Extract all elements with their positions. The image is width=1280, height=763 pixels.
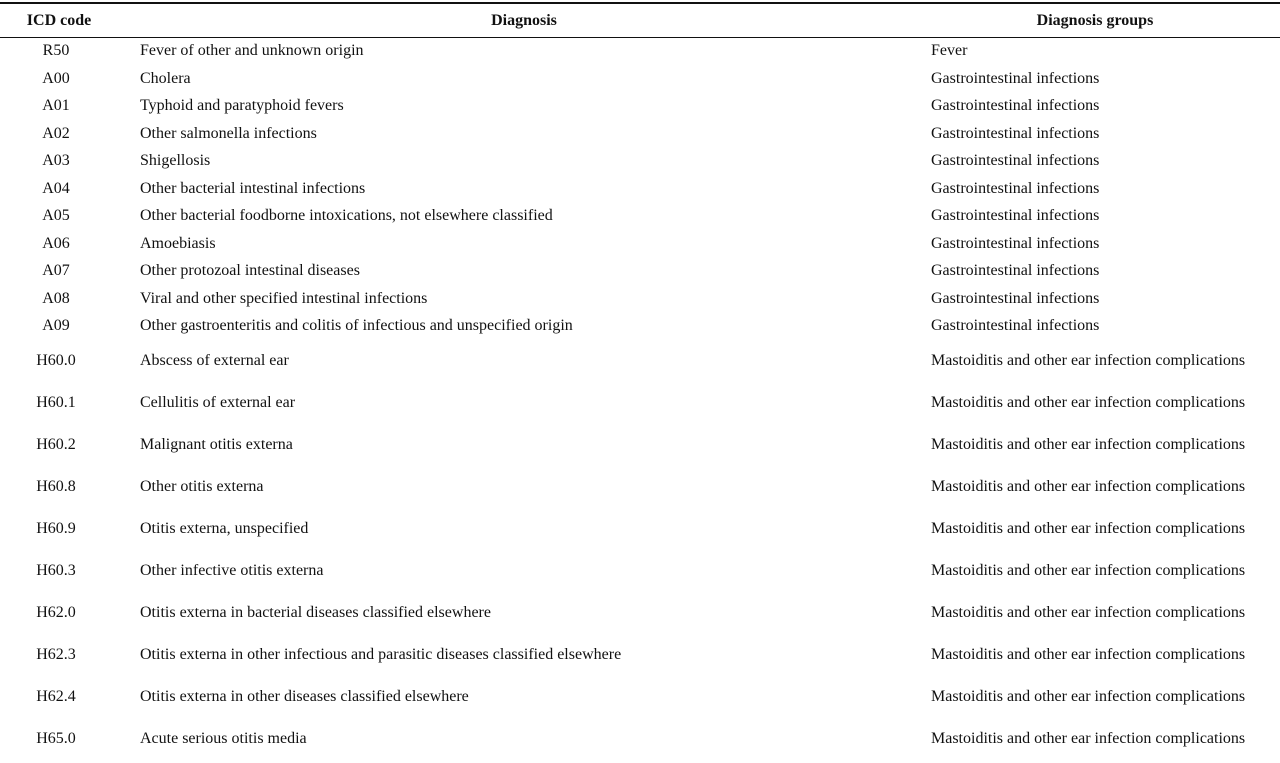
cell-diagnosis: Cellulitis of external ear (140, 393, 296, 411)
cell-diagnosis-group: Gastrointestinal infections (931, 207, 1100, 224)
cell-diagnosis-group: Mastoiditis and other ear infection complications (931, 729, 1246, 747)
cell-icd-code: A08 (42, 289, 70, 307)
cell-icd-code: A03 (42, 152, 70, 169)
cell-diagnosis: Other infective otitis externa (140, 561, 324, 579)
table-row (0, 148, 1280, 176)
table-row (0, 258, 1280, 286)
cell-diagnosis: Otitis externa in bacterial diseases classified elsewhere (140, 603, 491, 621)
table-row (0, 175, 1280, 203)
table-row (0, 93, 1280, 121)
cell-diagnosis-group: Mastoiditis and other ear infection complications (931, 519, 1246, 537)
cell-diagnosis-group: Mastoiditis and other ear infection complications (931, 687, 1246, 705)
cell-diagnosis-group: Fever (931, 42, 968, 60)
table-row (0, 676, 1280, 718)
cell-diagnosis-group: Gastrointestinal infections (931, 234, 1100, 252)
table-row (0, 230, 1280, 258)
cell-icd-code: H60.2 (36, 435, 76, 453)
cell-diagnosis: Otitis externa in other infectious and parasitic diseases classified elsewhere (140, 645, 622, 663)
cell-diagnosis-group: Mastoiditis and other ear infection complications (931, 603, 1246, 621)
cell-diagnosis: Amoebiasis (140, 234, 216, 252)
cell-icd-code: A06 (42, 234, 70, 252)
cell-diagnosis-group: Gastrointestinal infections (931, 289, 1100, 307)
cell-diagnosis-group: Gastrointestinal infections (931, 97, 1100, 114)
cell-diagnosis: Viral and other specified intestinal infections (140, 289, 428, 307)
cell-icd-code: A09 (42, 317, 70, 334)
table-row (0, 466, 1280, 508)
cell-diagnosis-group: Gastrointestinal infections (931, 262, 1100, 279)
table-row (0, 382, 1280, 424)
cell-diagnosis: Other gastroenteritis and colitis of infectious and unspecified origin (140, 317, 573, 334)
table-row (0, 424, 1280, 466)
cell-diagnosis-group: Gastrointestinal infections (931, 317, 1100, 334)
cell-diagnosis: Cholera (140, 69, 191, 87)
cell-icd-code: A00 (42, 69, 70, 87)
cell-icd-code: A05 (42, 207, 70, 224)
cell-icd-code: A02 (42, 124, 70, 142)
icd-table-container (0, 2, 1280, 760)
cell-diagnosis-group: Mastoiditis and other ear infection complications (931, 477, 1246, 495)
table-header-row (0, 3, 1280, 38)
header-icd-code: ICD code (0, 3, 118, 38)
cell-icd-code: H65.0 (36, 729, 76, 747)
cell-diagnosis-group: Mastoiditis and other ear infection complications (931, 561, 1246, 579)
cell-icd-code: H60.3 (36, 561, 76, 579)
table-row (0, 203, 1280, 231)
table-row (0, 340, 1280, 382)
cell-diagnosis: Other otitis externa (140, 477, 264, 495)
cell-diagnosis-group: Gastrointestinal infections (931, 124, 1100, 142)
table-row (0, 120, 1280, 148)
cell-diagnosis-group: Mastoiditis and other ear infection complications (931, 393, 1246, 411)
table-body (0, 38, 1280, 761)
cell-diagnosis: Otitis externa, unspecified (140, 519, 309, 537)
cell-diagnosis: Other salmonella infections (140, 124, 317, 142)
cell-diagnosis: Acute serious otitis media (140, 729, 307, 747)
cell-diagnosis-group: Mastoiditis and other ear infection complications (931, 435, 1246, 453)
cell-diagnosis: Malignant otitis externa (140, 435, 293, 453)
cell-icd-code: A01 (42, 97, 70, 114)
table-row (0, 508, 1280, 550)
cell-diagnosis: Abscess of external ear (140, 351, 289, 369)
header-diagnosis: Diagnosis (118, 3, 930, 38)
cell-diagnosis-group: Gastrointestinal infections (931, 69, 1100, 87)
cell-icd-code: A04 (42, 179, 70, 197)
icd-diagnosis-table (0, 2, 1280, 760)
cell-diagnosis-group: Mastoiditis and other ear infection complications (931, 351, 1246, 369)
cell-diagnosis-group: Gastrointestinal infections (931, 152, 1100, 169)
cell-icd-code: H60.1 (36, 393, 76, 411)
cell-diagnosis: Shigellosis (140, 152, 211, 169)
cell-diagnosis: Other bacterial intestinal infections (140, 179, 366, 197)
table-row (0, 285, 1280, 313)
table-row (0, 592, 1280, 634)
cell-diagnosis-group: Gastrointestinal infections (931, 179, 1100, 197)
header-diagnosis-groups: Diagnosis groups (930, 3, 1280, 38)
table-row (0, 313, 1280, 341)
cell-diagnosis-group: Mastoiditis and other ear infection complications (931, 645, 1246, 663)
cell-icd-code: R50 (42, 42, 70, 60)
cell-diagnosis: Fever of other and unknown origin (140, 42, 364, 60)
table-row (0, 65, 1280, 93)
cell-icd-code: H60.9 (36, 519, 76, 537)
cell-diagnosis: Other bacterial foodborne intoxications, not elsewhere classified (140, 207, 553, 224)
cell-icd-code: H62.3 (36, 645, 76, 663)
table-row (0, 38, 1280, 66)
cell-icd-code: H62.0 (36, 603, 76, 621)
cell-icd-code: H60.8 (36, 477, 76, 495)
cell-icd-code: H62.4 (36, 687, 76, 705)
cell-icd-code: H60.0 (36, 351, 76, 369)
cell-diagnosis: Typhoid and paratyphoid fevers (140, 97, 344, 114)
table-row (0, 550, 1280, 592)
table-row (0, 634, 1280, 676)
cell-diagnosis: Other protozoal intestinal diseases (140, 262, 360, 279)
cell-diagnosis: Otitis externa in other diseases classified elsewhere (140, 687, 469, 705)
table-row (0, 718, 1280, 760)
cell-icd-code: A07 (42, 262, 70, 279)
